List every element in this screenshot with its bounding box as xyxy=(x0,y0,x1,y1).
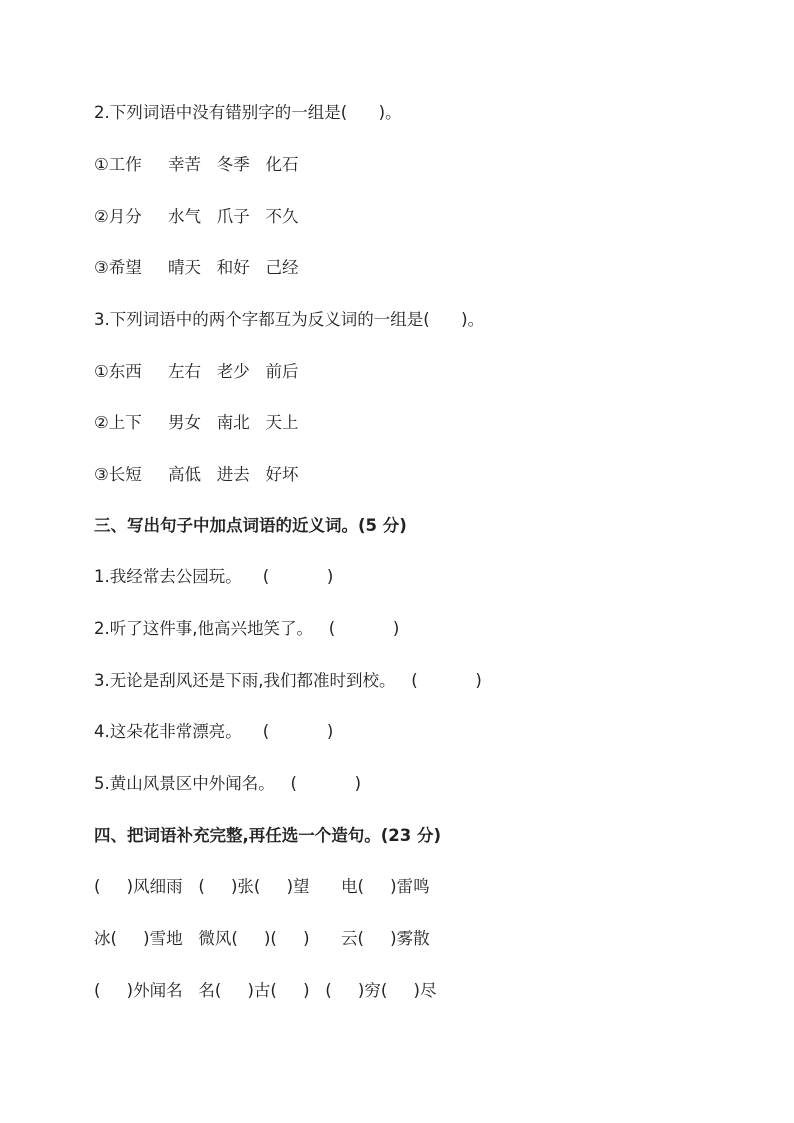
question-3-option-3: ③长短 高低 进去 好坏 xyxy=(94,465,299,484)
question-2-option-2: ②月分 水气 爪子 不久 xyxy=(94,207,299,226)
question-2-option-3: ③希望 晴天 和好 己经 xyxy=(94,258,299,277)
section-3-item-3: 3.无论是刮风还是下雨,我们都准时到校。 ( ) xyxy=(94,671,482,690)
section-4-heading: 四、把词语补充完整,再任选一个造句。(23 分) xyxy=(94,826,442,845)
section-3-item-4: 4.这朵花非常漂亮。 ( ) xyxy=(94,722,334,741)
question-3-option-1: ①东西 左右 老少 前后 xyxy=(94,362,299,381)
section-3-item-1: 1.我经常去公园玩。 ( ) xyxy=(94,567,334,586)
question-3-stem: 3.下列词语中的两个字都互为反义词的一组是( )。 xyxy=(94,310,485,329)
section-3-heading: 三、写出句子中加点词语的近义词。(5 分) xyxy=(94,516,407,535)
question-2-option-1: ①工作 幸苦 冬季 化石 xyxy=(94,155,299,174)
section-4-row-1: ( )风细雨 ( )张( )望 电( )雷鸣 xyxy=(94,877,430,896)
question-2-stem: 2.下列词语中没有错别字的一组是( )。 xyxy=(94,103,402,122)
section-4-row-3: ( )外闻名 名( )古( ) ( )穷( )尽 xyxy=(94,981,437,1000)
section-3-item-2: 2.听了这件事,他高兴地笑了。 ( ) xyxy=(94,619,400,638)
section-3-item-5: 5.黄山风景区中外闻名。 ( ) xyxy=(94,774,362,793)
question-3-option-2: ②上下 男女 南北 天上 xyxy=(94,413,299,432)
section-4-row-2: 冰( )雪地 微风( )( ) 云( )雾散 xyxy=(94,929,430,948)
